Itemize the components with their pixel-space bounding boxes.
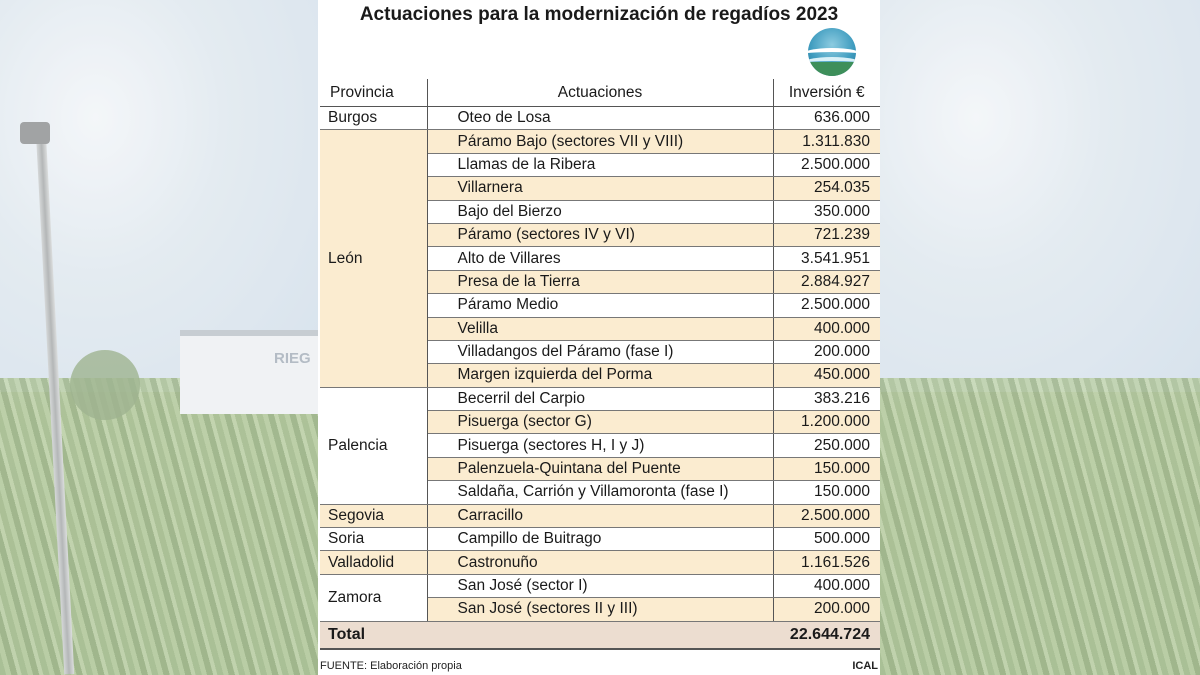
header-provincia: Provincia [320,79,427,107]
table-header-row [320,79,880,107]
investment-cell: 150.000 [773,457,880,480]
investment-cell: 450.000 [773,364,880,387]
table-row [320,528,880,551]
investment-cell: 636.000 [773,107,880,130]
investment-cell: 2.884.927 [773,270,880,293]
investment-cell: 200.000 [773,598,880,621]
province-cell: Zamora [320,574,427,621]
action-cell: Alto de Villares [427,247,773,270]
table-row [320,130,880,153]
action-cell: Saldaña, Carrión y Villamoronta (fase I) [427,481,773,504]
action-cell: Palenzuela-Quintana del Puente [427,457,773,480]
investment-cell: 200.000 [773,340,880,363]
header-actuaciones: Actuaciones [427,79,773,107]
action-cell: Becerril del Carpio [427,387,773,410]
action-cell: Carracillo [427,504,773,527]
infographic-card [318,0,880,675]
background-photo-right [880,0,1200,675]
investment-cell: 400.000 [773,317,880,340]
investment-cell: 2.500.000 [773,504,880,527]
background-photo-left [0,0,318,675]
action-cell: Presa de la Tierra [427,270,773,293]
investment-cell: 1.161.526 [773,551,880,574]
action-cell: Oteo de Losa [427,107,773,130]
source-note: FUENTE: Elaboración propia [320,660,462,672]
province-cell: Segovia [320,504,427,527]
investment-cell: 2.500.000 [773,153,880,176]
province-cell: Valladolid [320,551,427,574]
table-row [320,387,880,410]
table-row [320,107,880,130]
investment-cell: 254.035 [773,177,880,200]
action-cell: Campillo de Buitrago [427,528,773,551]
table-row [320,551,880,574]
total-label: Total [320,621,773,649]
table-body [320,107,880,622]
investment-cell: 721.239 [773,223,880,246]
investment-cell: 500.000 [773,528,880,551]
action-cell: Páramo Medio [427,294,773,317]
header-inversion: Inversión € [773,79,880,107]
action-cell: Pisuerga (sector G) [427,411,773,434]
investment-table [320,79,880,650]
investment-cell: 1.200.000 [773,411,880,434]
investment-cell: 350.000 [773,200,880,223]
investment-cell: 383.216 [773,387,880,410]
action-cell: Villarnera [427,177,773,200]
action-cell: Villadangos del Páramo (fase I) [427,340,773,363]
action-cell: Pisuerga (sectores H, I y J) [427,434,773,457]
table-row [320,574,880,597]
water-landscape-logo-icon [808,28,856,76]
province-cell: Soria [320,528,427,551]
investment-cell: 250.000 [773,434,880,457]
action-cell: Castronuño [427,551,773,574]
investment-cell: 3.541.951 [773,247,880,270]
infographic-title: Actuaciones para la modernización de regadíos 2023 [359,4,839,25]
action-cell: Páramo (sectores IV y VI) [427,223,773,246]
agency-credit: ICAL [852,660,878,672]
investment-cell: 400.000 [773,574,880,597]
building-sign: RIEG [274,350,311,367]
investment-cell: 2.500.000 [773,294,880,317]
total-value: 22.644.724 [773,621,880,649]
action-cell: San José (sectores II y III) [427,598,773,621]
action-cell: Margen izquierda del Porma [427,364,773,387]
table-row [320,504,880,527]
action-cell: Velilla [427,317,773,340]
total-row [320,621,880,649]
province-cell: Palencia [320,387,427,504]
action-cell: Llamas de la Ribera [427,153,773,176]
action-cell: Bajo del Bierzo [427,200,773,223]
province-cell: León [320,130,427,387]
investment-cell: 1.311.830 [773,130,880,153]
province-cell: Burgos [320,107,427,130]
action-cell: Páramo Bajo (sectores VII y VIII) [427,130,773,153]
action-cell: San José (sector I) [427,574,773,597]
investment-cell: 150.000 [773,481,880,504]
